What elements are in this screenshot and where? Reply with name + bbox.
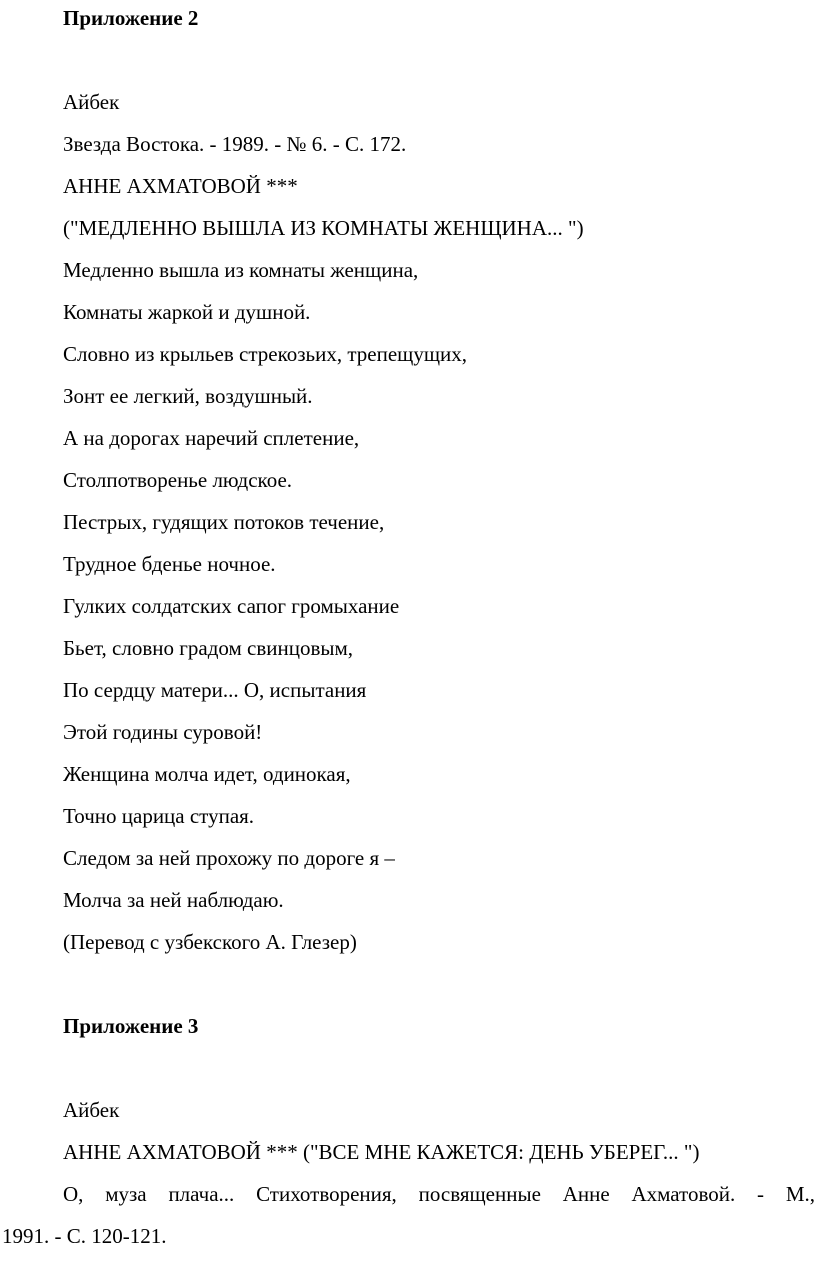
- poem-line: Молча за ней наблюдаю.: [63, 888, 284, 912]
- poem-line: Звезда Востока. - 1989. - № 6. - С. 172.: [63, 132, 407, 156]
- appendix-3-heading: Приложение 3: [63, 1014, 199, 1038]
- appendix-2-heading: Приложение 2: [63, 6, 199, 30]
- poem-line: Трудное бденье ночное.: [63, 552, 276, 576]
- translation-note: (Перевод с узбекского А. Глезер): [63, 930, 357, 954]
- poem-line: По сердцу матери... О, испытания: [63, 678, 367, 702]
- poem-line: Женщина молча идет, одинокая,: [63, 762, 351, 786]
- poem-line: Столпотворенье людское.: [63, 468, 293, 492]
- poem-line: Бьет, словно градом свинцовым,: [63, 636, 354, 660]
- poem-line: Гулких солдатских сапог громыхание: [63, 594, 400, 618]
- poem-title: АННЕ АХМАТОВОЙ *** ("ВСЕ МНЕ КАЖЕТСЯ: ДЕНЬ УБЕРЕГ... "): [63, 1140, 700, 1164]
- poem-line: Пестрых, гудящих потоков течение,: [63, 510, 385, 534]
- source-citation-continued: 1991. - С. 120-121.: [2, 1224, 167, 1248]
- poem-line: АННЕ АХМАТОВОЙ ***: [63, 174, 298, 198]
- poem-line: Медленно вышла из комнаты женщина,: [63, 258, 419, 282]
- poem-line: А на дорогах наречий сплетение,: [63, 426, 360, 450]
- poem-line: Этой годины суровой!: [63, 720, 263, 744]
- poem-line: Точно царица ступая.: [63, 804, 255, 828]
- poem-line: Зонт ее легкий, воздушный.: [63, 384, 313, 408]
- poem-line: Айбек: [63, 90, 120, 114]
- poem-line: Комнаты жаркой и душной.: [63, 300, 311, 324]
- poem-line: Словно из крыльев стрекозьих, трепещущих,: [63, 342, 467, 366]
- source-citation: О, муза плача... Стихотворения, посвященные Анне Ахматовой. - М.,: [63, 1182, 815, 1206]
- poem-line: ("МЕДЛЕННО ВЫШЛА ИЗ КОМНАТЫ ЖЕНЩИНА... "): [63, 216, 584, 240]
- poem-line: Следом за ней прохожу по дороге я –: [63, 846, 395, 870]
- author-name: Айбек: [63, 1098, 120, 1122]
